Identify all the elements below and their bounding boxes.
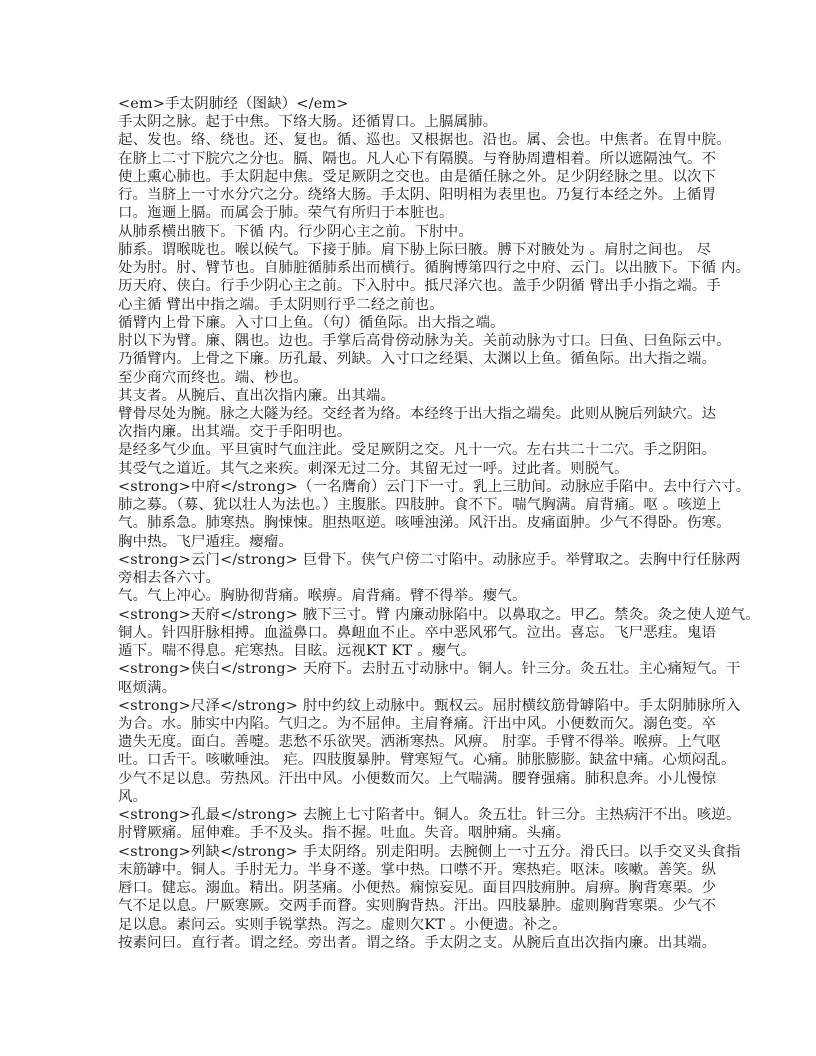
text-line: <strong>孔最</strong> 去腕上七寸陷者中。铜人。灸五壮。针三分。主热病汗不出。咳逆。 [118, 807, 741, 824]
text-line: 为合。水。肺实中内陷。气归之。为不屈伸。主肩脊痛。汗出中风。小便数而欠。溺色变。卒 [118, 715, 717, 732]
text-line: 肘臂厥痛。屈伸难。手不及头。指不握。吐血。失音。咽肿痛。头痛。 [118, 825, 571, 842]
text-line: 唇口。健忘。溺血。精出。阴茎痛。小便热。痫惊妄见。面目四肢痈肿。肩痹。胸背寒栗。少 [118, 880, 717, 897]
text-line: <strong>天府</strong> 腋下三寸。臂 内廉动脉陷中。以鼻取之。甲乙。禁灸。灸之使人逆气。 [118, 606, 760, 623]
text-line: 处为肘。肘、臂节也。自肺脏循肺系出而横行。循胸博第四行之中府、云门。以出腋下。下循 内。 [118, 260, 751, 277]
text-line: 遁下。喘不得息。疟寒热。目眩。远视KT KT 。瘿气。 [118, 643, 476, 660]
text-line: 从肺系横出腋下。下循 内。行少阴心主之前。下肘中。 [118, 223, 473, 240]
text-line: 行。当脐上一寸水分穴之分。绕络大肠。手太阴、阳明相为表里也。乃复行本经之外。上循胃 [118, 187, 717, 204]
text-line: 肘以下为臂。廉、隅也。边也。手掌后高骨傍动脉为关。关前动脉为寸口。曰鱼、曰鱼际云中。 [118, 333, 731, 350]
text-line: 手太阴之脉。起于中焦。下络大肠。还循胃口。上膈属肺。 [118, 114, 498, 131]
text-line: 气。肺系急。肺寒热。胸悚悚。胆热呕逆。咳唾浊涕。风汗出。皮痛面肿。少气不得卧。伤寒。 [118, 515, 731, 532]
text-line: 循臂内上骨下廉。入寸口上鱼。（句）循鱼际。出大指之端。 [118, 314, 505, 331]
text-line: 遗失无度。面白。善嚏。悲愁不乐欲哭。洒淅寒热。风痹。 肘挛。手臂不得举。喉痹。上气呕 [118, 734, 721, 751]
text-line: 少气不足以息。劳热风。汗出中风。小便数而欠。上气喘满。腰脊强痛。肺积息奔。小儿慢惊 [118, 770, 717, 787]
text-line: 使上熏心肺也。手太阴起中焦。受足厥阴之交也。由是循任脉之外。足少阴经脉之里。以次下 [118, 168, 717, 185]
text-line: 按素问曰。直行者。谓之经。旁出者。谓之络。手太阴之支。从腕后直出次指内廉。出其端。 [118, 934, 717, 951]
text-line: <strong>尺泽</strong> 肘中约纹上动脉中。甄权云。屈肘横纹筋骨罅陷中。手太阴肺脉所入 [118, 697, 741, 714]
text-line: 历天府、侠白。行手少阴心主之前。下入肘中。抵尺泽穴也。盖手少阴循 臂出手小指之端。手 [118, 278, 721, 295]
document-body [118, 95, 760, 952]
text-line: 心主循 臂出中指之端。手太阴则行乎二经之前也。 [118, 296, 444, 313]
text-line: 口。迤逦上膈。而属会于肺。荣气有所归于本脏也。 [118, 205, 454, 222]
text-line: 肺系。谓喉咙也。喉以候气。下接于肺。肩下胁上际曰腋。膊下对腋处为 。肩肘之间也。 尽 [118, 241, 712, 258]
text-line: 其支者。从腕后、直出次指内廉。出其端。 [118, 387, 396, 404]
text-line: <strong>中府</strong>（一名膺俞）云门下一寸。乳上三肋间。动脉应手陷中。去中行六寸。 [118, 478, 751, 495]
text-line: 铜人。针四肝脉相搏。血溢鼻口。鼻衄血不止。卒中恶风邪气。泣出。喜忘。飞尸恶疰。鬼语 [118, 624, 717, 641]
text-line: 起、发也。络、绕也。还、复也。循、巡也。又根据也。沿也。属、会也。中焦者。在胃中脘。 [118, 132, 731, 149]
text-line: <strong>列缺</strong> 手太阴络。别走阳明。去腕侧上一寸五分。滑氏曰。以手交叉头食指 [118, 843, 741, 860]
text-line: 气不足以息。尸厥寒厥。交两手而瞀。实则胸背热。汗出。四肢暴肿。虚则胸背寒栗。少气不 [118, 898, 717, 915]
text-line: 乃循臂内。上骨之下廉。历孔最、列缺。入寸口之经渠、太渊以上鱼。循鱼际。出大指之端。 [118, 351, 717, 368]
text-line: 风。 [118, 788, 148, 805]
text-line: 足以息。素问云。实则手锐掌热。泻之。虚则欠KT 。小便遗。补之。 [118, 916, 567, 933]
text-line: 旁相去各六寸。 [118, 570, 221, 587]
text-line: 胸中热。飞尸遁疰。瘿瘤。 [118, 533, 294, 550]
text-line: 肺之募。（募、犹以壮人为法也。）主腹胀。四肢肿。食不下。喘气胸满。肩背痛。呕 。咳逆上 [118, 497, 722, 514]
text-line: <strong>侠白</strong> 天府下。去肘五寸动脉中。铜人。针三分。灸五壮。主心痛短气。干 [118, 661, 741, 678]
text-line: <em>手太阴肺经（图缺）</em> [118, 96, 349, 112]
text-line: <strong>云门</strong> 巨骨下。侠气户傍二寸陷中。动脉应手。举臂取之。去胸中行任脉两 [118, 551, 741, 568]
text-line: 次指内廉。出其端。交于手阳明也。 [118, 424, 352, 441]
text-line: 是经多气少血。平旦寅时气血注此。受足厥阴之交。凡十一穴。左右共二十二穴。手之阴阳。 [118, 442, 717, 459]
text-line: 至少商穴而终也。端、杪也。 [118, 369, 308, 386]
text-line: 其受气之道近。其气之来疾。刺深无过二分。其留无过一呼。过此者。则脱气。 [118, 460, 629, 477]
text-line: 气。气上冲心。胸胁彻背痛。喉痹。肩背痛。臂不得举。瘿气。 [118, 588, 527, 605]
text-line: 末筋罅中。铜人。手肘无力。半身不遂。掌中热。口噤不开。寒热疟。呕沫。咳嗽。善笑。纵 [118, 861, 717, 878]
text-line: 在脐上二寸下脘穴之分也。膈、隔也。凡人心下有隔膜。与脊胁周遭相着。所以遮隔浊气。不 [118, 150, 717, 167]
text-line: 呕烦满。 [118, 679, 177, 696]
text-line: 臂骨尽处为腕。脉之大隧为经。交经者为络。本经终于出大指之端矣。此则从腕后列缺穴。达 [118, 405, 717, 422]
text-line: 吐。口舌干。咳嗽唾浊。 疟。四肢腹暴肿。臂寒短气。心痛。肺胀膨膨。缺盆中痛。心烦闷乱。 [118, 752, 736, 769]
